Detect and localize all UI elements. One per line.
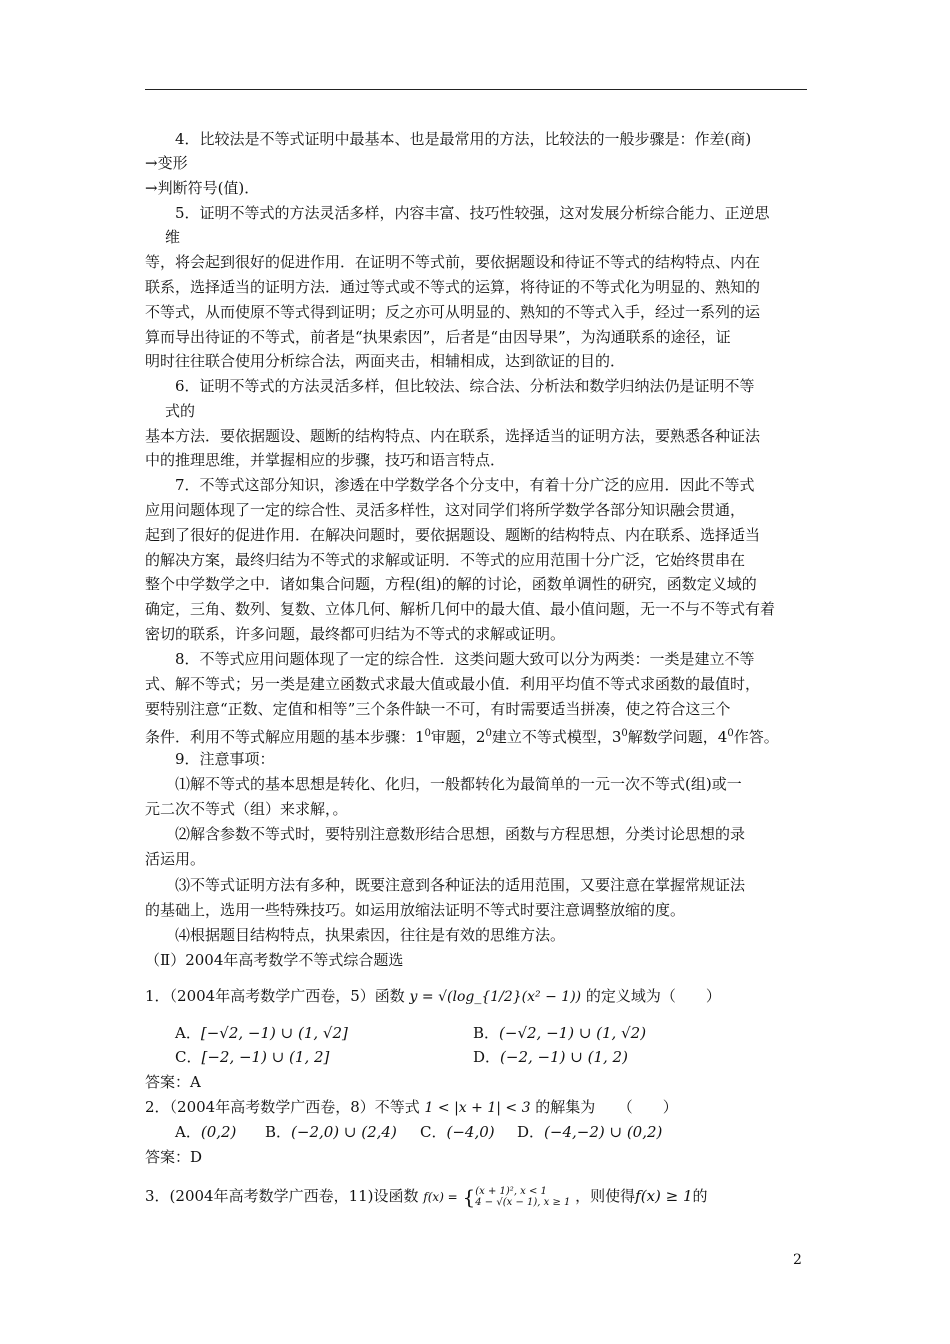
q1-option-c: C．[−2, −1) ∪ (1, 2] <box>175 1048 330 1066</box>
q2-answer: 答案：D <box>145 1148 203 1166</box>
q2-formula: 1 < |x + 1| < 3 <box>424 1100 531 1116</box>
paragraph-line: 不等式，从而使原不等式得到证明；反之亦可从明显的、熟知的不等式入手，经过一系列的运 <box>145 303 761 321</box>
q1-option-d: D．(−2, −1) ∪ (1, 2) <box>473 1048 628 1066</box>
q1-answer: 答案：A <box>145 1073 201 1091</box>
q2-option-a: A．(0,2) <box>175 1123 237 1141</box>
note-line: 活运用。 <box>145 850 206 868</box>
paragraph-line: 算而导出待证的不等式，前者是“执果索因”，后者是“由因导果”，为沟通联系的途径，证 <box>145 328 731 346</box>
paragraph-line: 确定，三角、数列、复数、立体几何、解析几何中的最大值、最小值问题，无一不与不等式有着 <box>145 600 776 618</box>
header-rule <box>145 89 807 90</box>
q2-option-c: C．(−4,0) <box>420 1123 495 1141</box>
paragraph-line: 5．证明不等式的方法灵活多样，内容丰富、技巧性较强，这对发展分析综合能力、正逆思 <box>175 204 770 222</box>
q2-option-d: D．(−4,−2) ∪ (0,2) <box>517 1123 663 1141</box>
q3-piecewise: (x + 1)², x < 1 4 − √(x − 1), x ≥ 1 <box>475 1186 571 1208</box>
q1-option-a: A．[−√2, −1) ∪ (1, √2] <box>175 1024 348 1042</box>
paragraph-line: 9．注意事项： <box>175 750 275 768</box>
paragraph-line: 等，将会起到很好的促进作用．在证明不等式前，要依据题设和待证不等式的结构特点、内在 <box>145 253 761 271</box>
paragraph-line: 联系，选择适当的证明方法．通过等式或不等式的运算，将待证的不等式化为明显的、熟知的 <box>145 278 761 296</box>
q2-option-b: B．(−2,0) ∪ (2,4) <box>265 1123 397 1141</box>
note-line: ⑶不等式证明方法有多种，既要注意到各种证法的适用范围，又要注意在掌握常规证法 <box>175 876 746 894</box>
page-number: 2 <box>793 1252 802 1268</box>
paragraph-line: 整个中学数学之中．诸如集合问题，方程(组)的解的讨论，函数单调性的研究，函数定义域的 <box>145 575 757 593</box>
paragraph-line: 密切的联系，许多问题，最终都可归结为不等式的求解或证明。 <box>145 625 566 643</box>
paragraph-line: 起到了很好的促进作用．在解决问题时，要依据题设、题断的结构特点、内在联系、选择适当 <box>145 526 761 544</box>
note-line: 的基础上，选用一些特殊技巧。如运用放缩法证明不等式时要注意调整放缩的度。 <box>145 901 686 919</box>
paragraph-line: 式、解不等式；另一类是建立函数式求最大值或最小值．利用平均值不等式求函数的最值时， <box>145 675 761 693</box>
paragraph-line: 要特别注意“正数、定值和相等”三个条件缺一不可，有时需要适当拼凑，使之符合这三个 <box>145 700 731 718</box>
paragraph-line: 基本方法．要依据题设、题断的结构特点、内在联系，选择适当的证明方法，要熟悉各种证法 <box>145 427 761 445</box>
paragraph-line: 条件．利用不等式解应用题的基本步骤：$1^0$审题，$2^0$建立不等式模型，$3^0$解数学问题，$4^0$作答。 <box>145 728 779 746</box>
question-2-stem: 2．（2004年高考数学广西卷，8）不等式 1 < |x + 1| < 3 的解集为 （ ） <box>145 1098 678 1116</box>
paragraph-line: 的解决方案，最终归结为不等式的求解或证明．不等式的应用范围十分广泛，它始终贯串在 <box>145 551 746 569</box>
paragraph-line: →判断符号(值)． <box>145 179 260 197</box>
question-3-stem: 3．(2004年高考数学广西卷，11)设函数 f(x) = {(x + 1)², x < 1 4 − √(x − 1), x ≥ 1 ，则使得f(x) ≥ 1的 <box>145 1185 708 1209</box>
question-1-stem: 1．（2004年高考数学广西卷，5）函数 y = √(log_{1/2}(x² − 1)) 的定义域为（ ） <box>145 987 721 1005</box>
note-line: 元二次不等式（组）来求解，。 <box>145 800 348 818</box>
note-line: ⑷根据题目结构特点，执果索因，往往是有效的思维方法。 <box>175 926 566 944</box>
paragraph-line: 明时往往联合使用分析综合法，两面夹击，相辅相成，达到欲证的目的． <box>145 352 626 370</box>
paragraph-line: 应用问题体现了一定的综合性、灵活多样性，这对同学们将所学数学各部分知识融会贯通， <box>145 501 746 519</box>
paragraph-line: 中的推理思维，并掌握相应的步骤，技巧和语言特点． <box>145 451 506 469</box>
q1-option-b: B．(−√2, −1) ∪ (1, √2) <box>473 1024 647 1042</box>
paragraph-line: 式的 <box>165 402 196 420</box>
paragraph-line: 7．不等式这部分知识，渗透在中学数学各个分支中，有着十分广泛的应用．因此不等式 <box>175 476 755 494</box>
paragraph-line: 维 <box>165 228 181 246</box>
paragraph-line: 6．证明不等式的方法灵活多样，但比较法、综合法、分析法和数学归纳法仍是证明不等 <box>175 377 755 395</box>
q1-formula: y = √(log_{1/2}(x² − 1)) <box>409 989 582 1005</box>
paragraph-line: 4．比较法是不等式证明中最基本、也是最常用的方法，比较法的一般步骤是：作差(商) <box>175 130 752 148</box>
brace-icon: { <box>462 1185 476 1209</box>
paragraph-line: 8．不等式应用问题体现了一定的综合性．这类问题大致可以分为两类：一类是建立不等 <box>175 650 755 668</box>
note-line: ⑵解含参数不等式时，要特别注意数形结合思想，函数与方程思想，分类讨论思想的录 <box>175 825 746 843</box>
note-line: ⑴解不等式的基本思想是转化、化归，一般都转化为最简单的一元一次不等式(组)或一 <box>175 775 742 793</box>
paragraph-line: →变形 <box>145 154 188 172</box>
section-title: （Ⅱ）2004年高考数学不等式综合题选 <box>145 951 404 969</box>
